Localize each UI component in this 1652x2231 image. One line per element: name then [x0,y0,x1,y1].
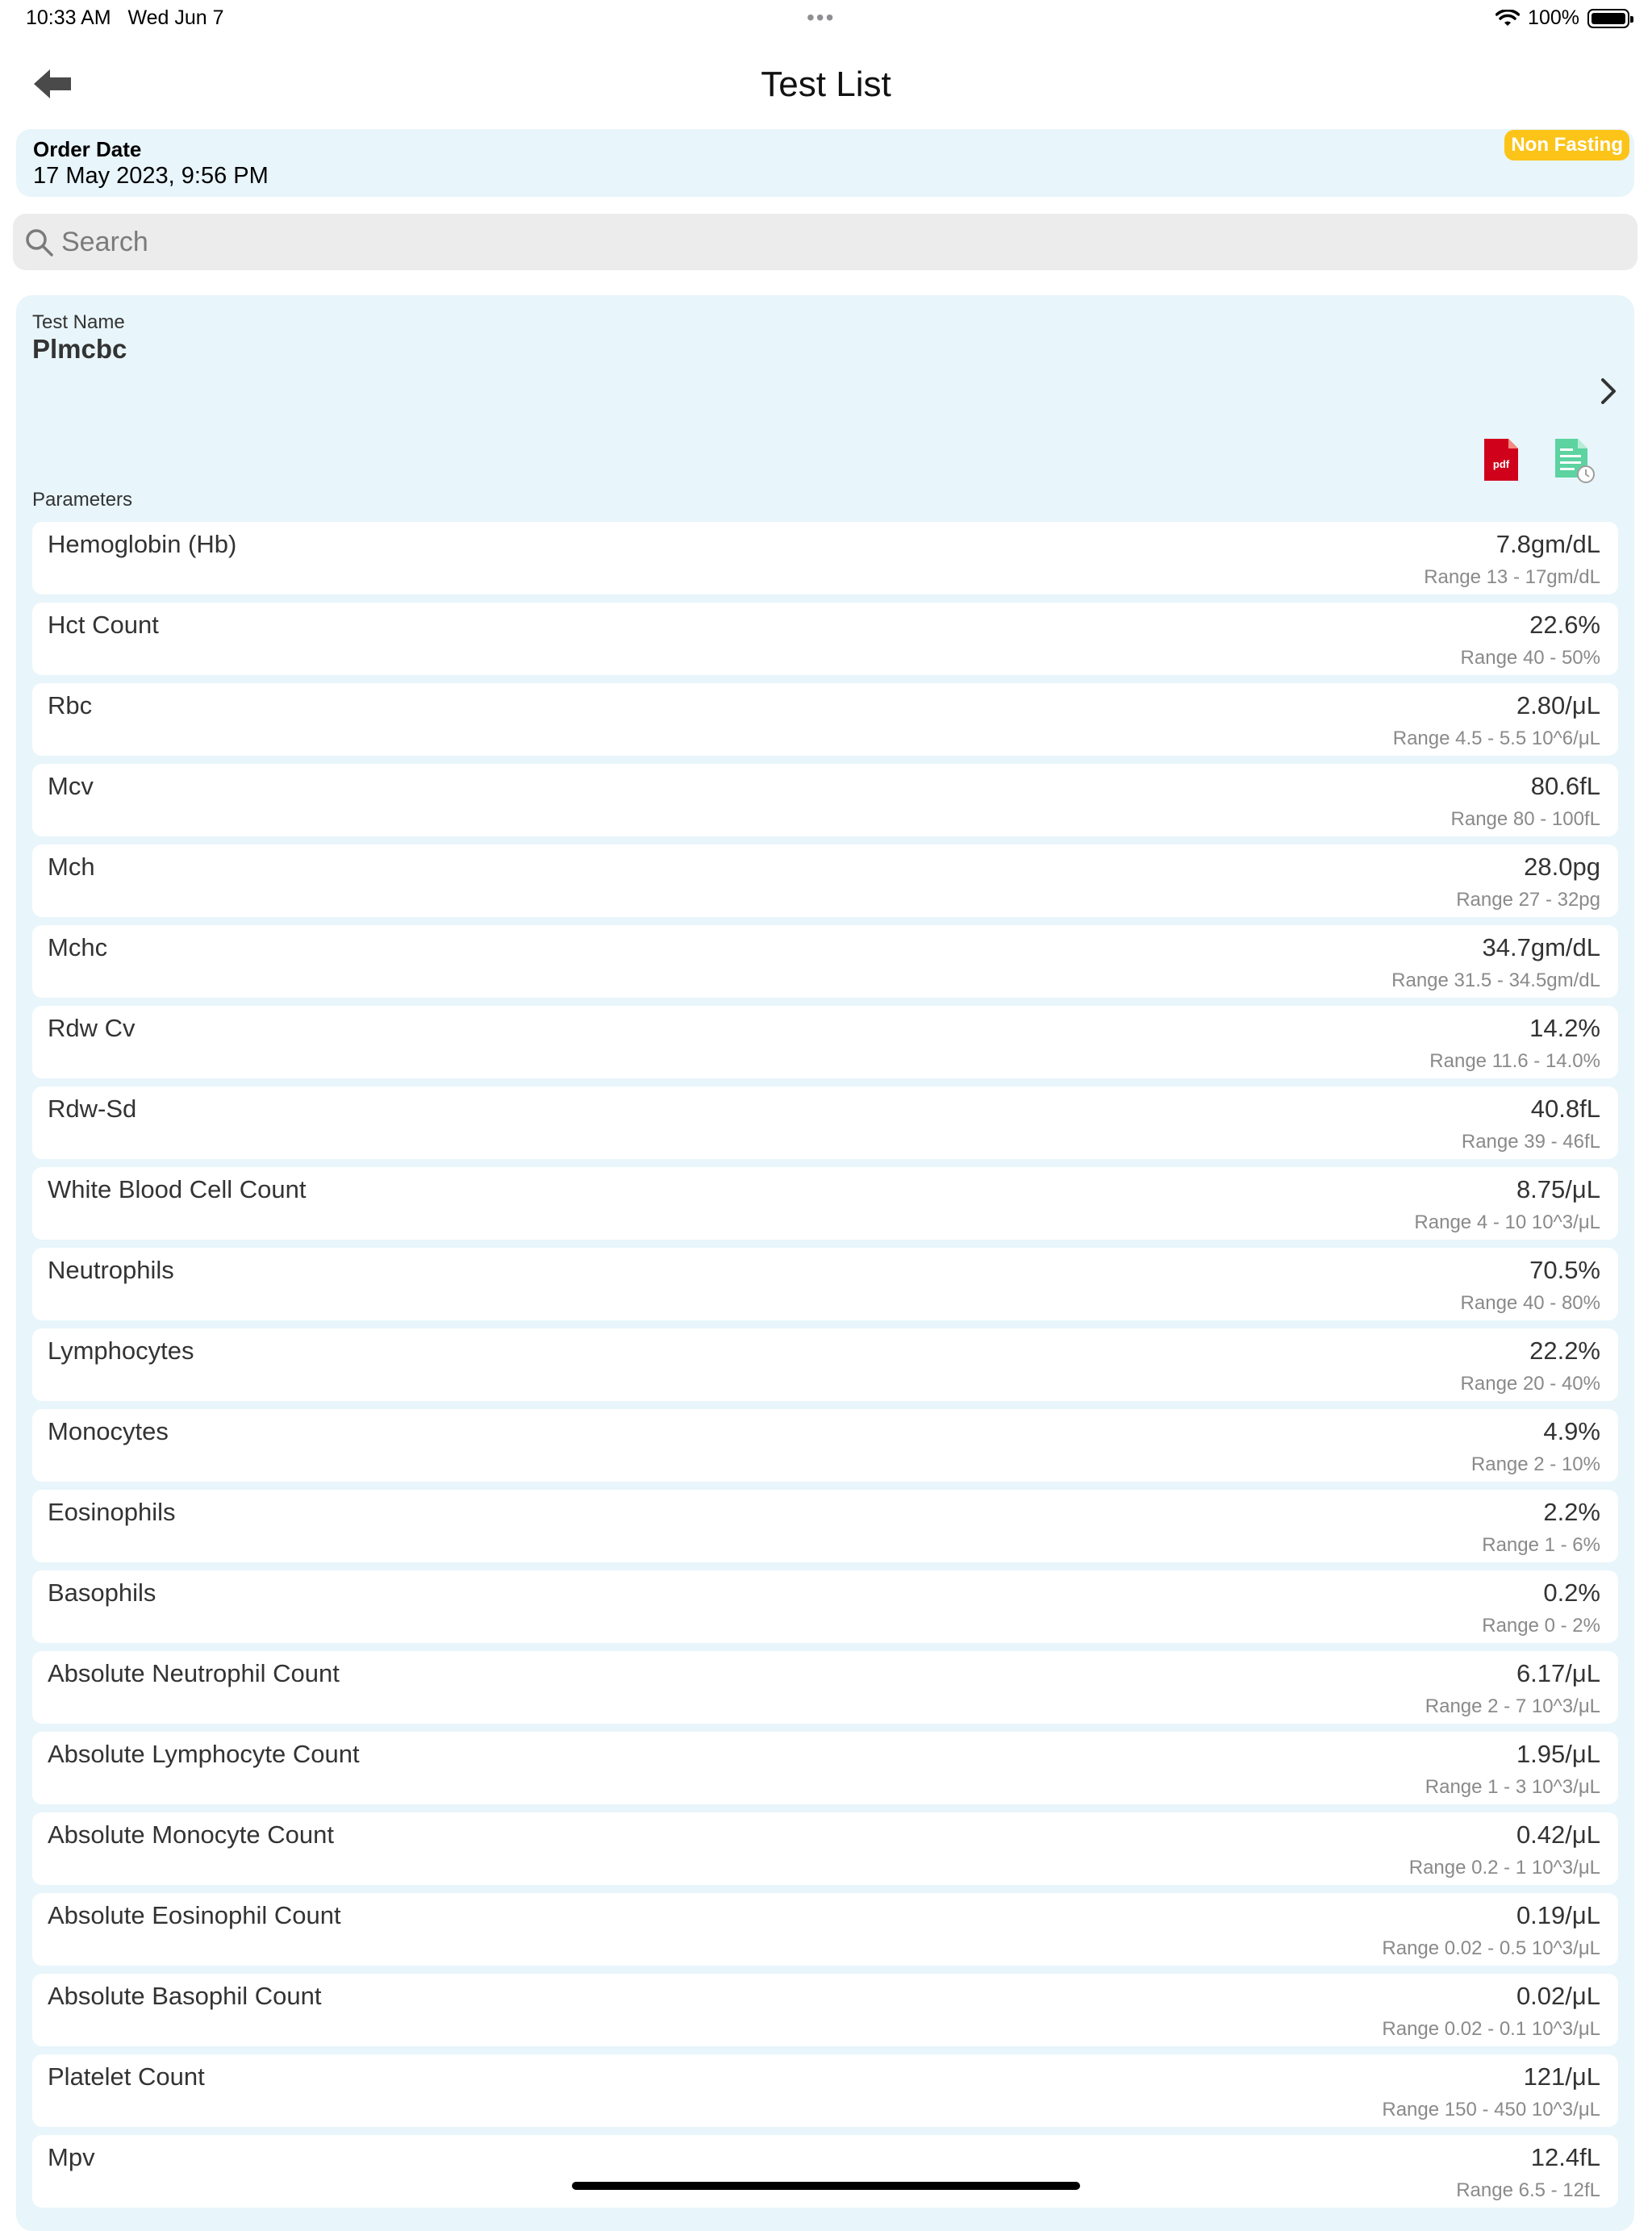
parameter-value: 14.2% [1529,1014,1600,1042]
parameter-value: 7.8gm/dL [1496,530,1600,558]
parameter-value: 8.75/μL [1516,1175,1600,1203]
parameter-range: Range 40 - 80% [1460,1292,1600,1314]
parameter-range: Range 4 - 10 10^3/μL [1414,1211,1600,1233]
parameter-value: 22.2% [1529,1337,1600,1365]
parameter-value: 0.02/μL [1516,1982,1600,2010]
parameter-row[interactable] [32,1651,1618,1724]
parameter-range: Range 40 - 50% [1460,647,1600,669]
test-card[interactable] [16,295,1634,2231]
status-bar [0,0,1652,39]
parameter-row[interactable] [32,2054,1618,2127]
parameter-row[interactable] [32,844,1618,917]
parameter-row[interactable] [32,1167,1618,1240]
parameter-name: Hct Count [48,611,159,639]
parameter-name: Monocytes [48,1417,169,1445]
parameters-list [32,522,1618,2216]
parameter-range: Range 39 - 46fL [1461,1131,1600,1153]
parameter-value: 34.7gm/dL [1482,933,1600,961]
chevron-right-icon[interactable] [1599,376,1618,407]
parameter-name: Lymphocytes [48,1337,194,1365]
parameter-row[interactable] [32,1570,1618,1643]
parameter-value: 6.17/μL [1516,1659,1600,1687]
parameter-name: Mpv [48,2143,95,2171]
parameter-range: Range 0.02 - 0.5 10^3/μL [1382,1937,1600,1959]
report-document-icon[interactable] [1554,437,1596,484]
parameter-name: Rdw-Sd [48,1095,137,1123]
parameter-range: Range 80 - 100fL [1450,808,1600,830]
parameter-row[interactable] [32,603,1618,675]
parameter-value: 0.2% [1543,1578,1600,1607]
parameter-row[interactable] [32,1086,1618,1159]
parameter-name: Neutrophils [48,1256,174,1284]
parameter-row[interactable] [32,1248,1618,1320]
parameter-name: Hemoglobin (Hb) [48,530,237,558]
parameter-name: White Blood Cell Count [48,1175,307,1203]
parameter-range: Range 2 - 10% [1471,1453,1600,1475]
test-name-label: Test Name [32,311,125,333]
status-clock: 10:33 AM [26,6,111,29]
parameter-name: Platelet Count [48,2062,205,2091]
parameter-value: 22.6% [1529,611,1600,639]
parameter-name: Rbc [48,691,93,719]
test-name: Plmcbc [32,334,127,364]
parameter-range: Range 150 - 450 10^3/μL [1382,2099,1600,2120]
parameter-range: Range 1 - 3 10^3/μL [1425,1776,1600,1798]
parameter-row[interactable] [32,2135,1618,2208]
parameter-row[interactable] [32,1974,1618,2046]
parameter-value: 28.0pg [1524,853,1600,881]
parameter-name: Absolute Lymphocyte Count [48,1740,360,1768]
parameter-value: 40.8fL [1530,1095,1600,1123]
home-indicator[interactable] [572,2182,1080,2190]
parameter-row[interactable] [32,925,1618,998]
order-date-card [16,129,1634,197]
parameter-value: 121/μL [1523,2062,1600,2091]
parameter-row[interactable] [32,1490,1618,1562]
parameter-range: Range 0 - 2% [1482,1615,1600,1637]
parameter-row[interactable] [32,522,1618,594]
navigation-bar [0,48,1652,121]
pdf-icon-label: pdf [1492,458,1510,470]
search-input[interactable] [61,214,1594,270]
parameter-range: Range 20 - 40% [1460,1373,1600,1395]
wifi-icon [1496,10,1520,27]
parameter-range: Range 31.5 - 34.5gm/dL [1391,970,1600,991]
search-bar[interactable] [13,214,1637,270]
parameter-range: Range 27 - 32pg [1456,889,1600,911]
parameter-value: 0.19/μL [1516,1901,1600,1929]
parameter-row[interactable] [32,764,1618,836]
parameter-name: Mch [48,853,95,881]
parameter-range: Range 6.5 - 12fL [1456,2179,1600,2201]
parameter-row[interactable] [32,1006,1618,1078]
parameter-value: 4.9% [1543,1417,1600,1445]
parameter-row[interactable] [32,1812,1618,1885]
parameter-value: 2.80/μL [1516,691,1600,719]
battery-icon [1587,9,1629,28]
order-date-label: Order Date [33,137,142,161]
parameter-row[interactable] [32,1893,1618,1966]
battery-percent: 100% [1528,6,1579,29]
parameter-name: Basophils [48,1578,156,1607]
parameter-value: 1.95/μL [1516,1740,1600,1768]
parameter-name: Rdw Cv [48,1014,136,1042]
parameter-name: Eosinophils [48,1498,176,1526]
parameter-name: Mcv [48,772,94,800]
parameter-row[interactable] [32,683,1618,756]
parameter-value: 0.42/μL [1516,1820,1600,1849]
pdf-icon[interactable] [1483,437,1520,482]
fasting-status-badge: Non Fasting [1504,130,1629,161]
multitasking-dots[interactable]: ••• [807,5,836,30]
parameter-range: Range 11.6 - 14.0% [1429,1050,1600,1072]
parameter-value: 12.4fL [1530,2143,1600,2171]
parameter-value: 70.5% [1529,1256,1600,1284]
order-date-value: 17 May 2023, 9:56 PM [33,163,269,189]
status-date: Wed Jun 7 [127,6,224,29]
parameter-row[interactable] [32,1409,1618,1482]
parameters-label: Parameters [32,489,133,511]
parameter-range: Range 0.2 - 1 10^3/μL [1408,1857,1600,1879]
parameter-name: Absolute Neutrophil Count [48,1659,340,1687]
parameter-value: 2.2% [1543,1498,1600,1526]
parameter-row[interactable] [32,1328,1618,1401]
page-title: Test List [761,65,891,104]
parameter-name: Absolute Basophil Count [48,1982,322,2010]
parameter-range: Range 2 - 7 10^3/μL [1425,1695,1600,1717]
parameter-range: Range 0.02 - 0.1 10^3/μL [1382,2018,1600,2040]
parameter-range: Range 4.5 - 5.5 10^6/μL [1392,728,1600,749]
parameter-range: Range 13 - 17gm/dL [1424,566,1600,588]
parameter-value: 80.6fL [1530,772,1600,800]
parameter-name: Absolute Monocyte Count [48,1820,334,1849]
parameter-name: Absolute Eosinophil Count [48,1901,341,1929]
parameter-name: Mchc [48,933,108,961]
status-indicators [1496,6,1629,30]
parameter-row[interactable] [32,1732,1618,1804]
search-icon [24,227,55,258]
parameter-range: Range 1 - 6% [1482,1534,1600,1556]
status-time [26,6,224,30]
